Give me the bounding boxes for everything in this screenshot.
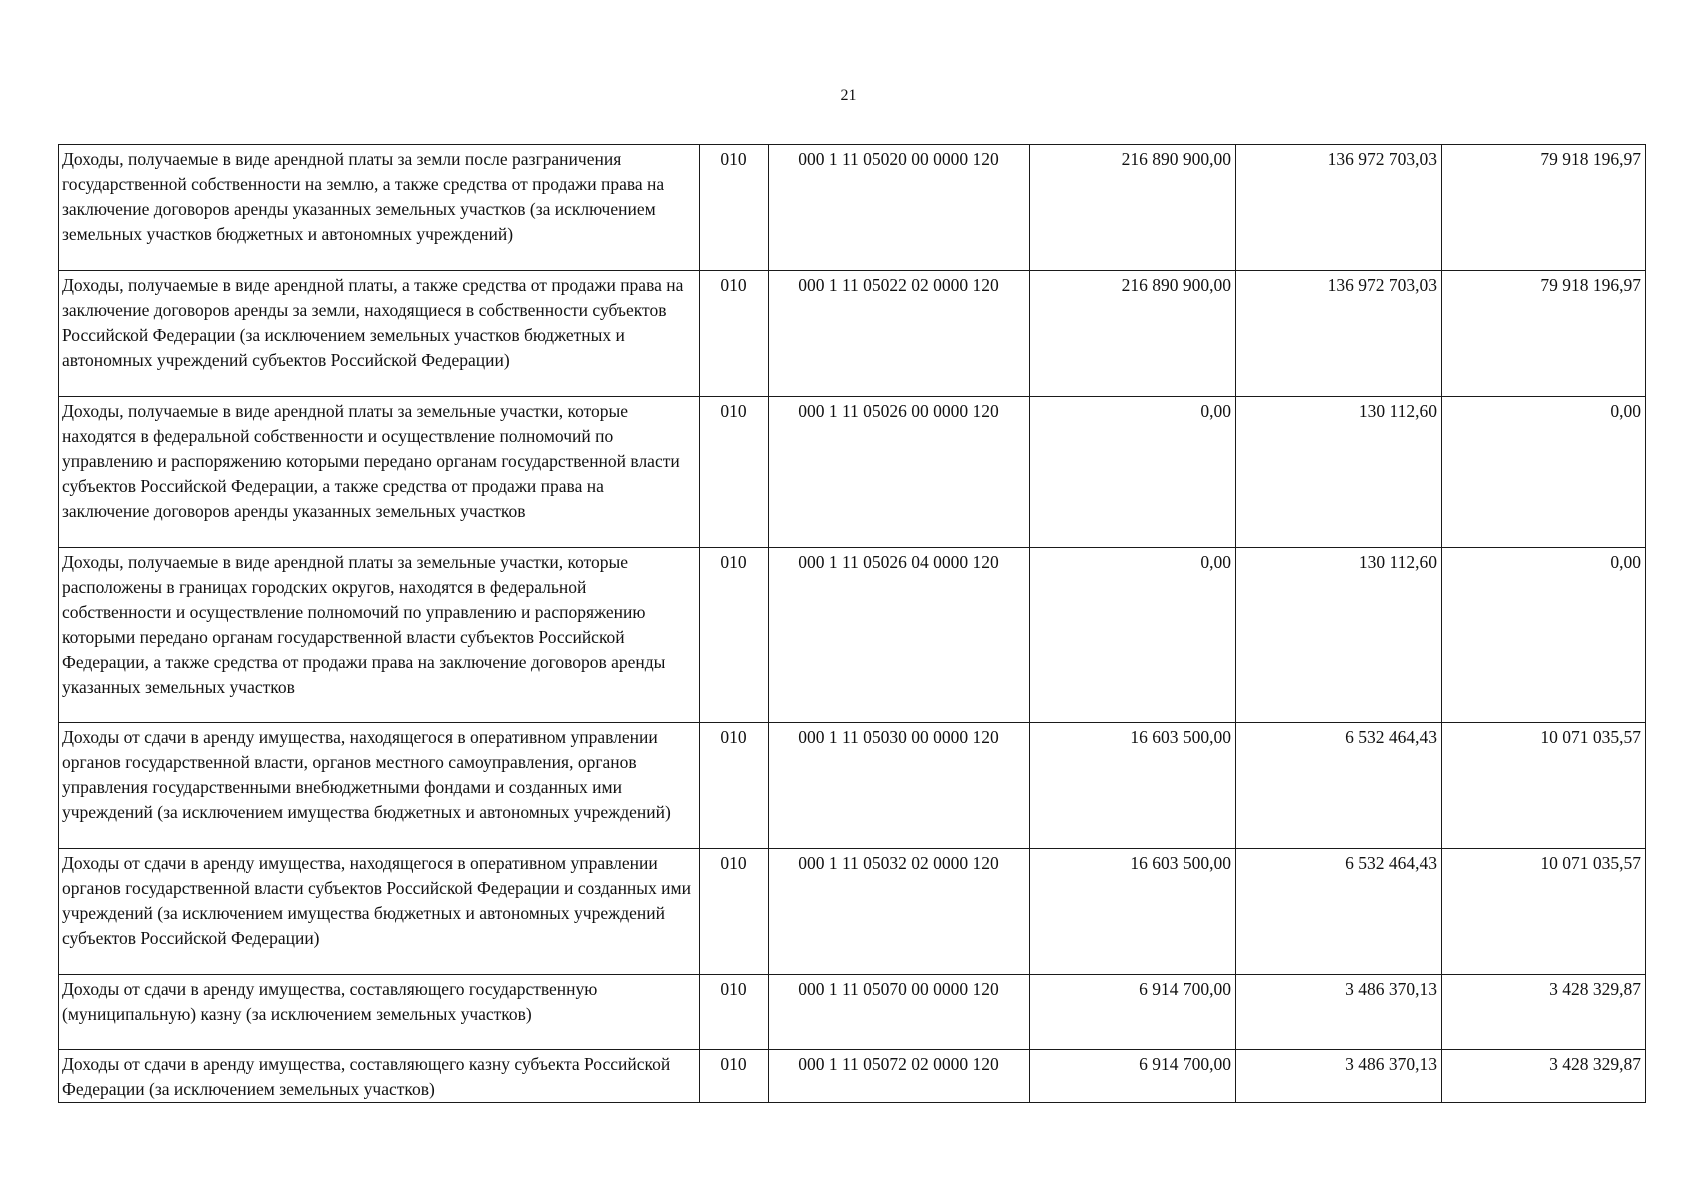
budget-code-cell: 000 1 11 05070 00 0000 120 bbox=[769, 975, 1030, 1050]
budget-code-cell: 000 1 11 05026 04 0000 120 bbox=[769, 548, 1030, 723]
executed-amount-cell: 6 532 464,43 bbox=[1236, 723, 1442, 849]
approved-amount-cell: 0,00 bbox=[1030, 397, 1236, 548]
line-code-cell: 010 bbox=[700, 1050, 769, 1103]
line-code-cell: 010 bbox=[700, 397, 769, 548]
table-row bbox=[59, 849, 1646, 975]
line-code-cell: 010 bbox=[700, 145, 769, 271]
income-name-cell: Доходы от сдачи в аренду имущества, составляющего казну субъекта Российской Федерации (за исключением земельных участков) bbox=[59, 1050, 700, 1103]
table-row bbox=[59, 548, 1646, 723]
unexecuted-amount-cell: 10 071 035,57 bbox=[1442, 723, 1646, 849]
income-name-cell: Доходы, получаемые в виде арендной платы за земельные участки, которые находятся в федеральной собственности и осуществление полномочий по управлению и распоряжению которыми передано органам государственной власти субъектов Российской Федерации, а также средства от продажи права на заключение договоров аренды указанных земельных участков bbox=[59, 397, 700, 548]
line-code-cell: 010 bbox=[700, 548, 769, 723]
executed-amount-cell: 3 486 370,13 bbox=[1236, 1050, 1442, 1103]
approved-amount-cell: 6 914 700,00 bbox=[1030, 1050, 1236, 1103]
unexecuted-amount-cell: 3 428 329,87 bbox=[1442, 1050, 1646, 1103]
income-name-cell: Доходы от сдачи в аренду имущества, находящегося в оперативном управлении органов государственной власти, органов местного самоуправления, органов управления государственными внебюджетными фондами и созданных ими учреждений (за исключением имущества бюджетных и автономных учреждений) bbox=[59, 723, 700, 849]
executed-amount-cell: 130 112,60 bbox=[1236, 397, 1442, 548]
budget-code-cell: 000 1 11 05020 00 0000 120 bbox=[769, 145, 1030, 271]
executed-amount-cell: 130 112,60 bbox=[1236, 548, 1442, 723]
income-name-cell: Доходы, получаемые в виде арендной платы, а также средства от продажи права на заключение договоров аренды за земли, находящиеся в собственности субъектов Российской Федерации (за исключением земельных участков бюджетных и автономных учреждений субъектов Российской Федерации) bbox=[59, 271, 700, 397]
executed-amount-cell: 3 486 370,13 bbox=[1236, 975, 1442, 1050]
page-number: 21 bbox=[840, 87, 857, 104]
line-code-cell: 010 bbox=[700, 723, 769, 849]
table-row bbox=[59, 145, 1646, 271]
budget-code-cell: 000 1 11 05022 02 0000 120 bbox=[769, 271, 1030, 397]
approved-amount-cell: 0,00 bbox=[1030, 548, 1236, 723]
approved-amount-cell: 16 603 500,00 bbox=[1030, 723, 1236, 849]
line-code-cell: 010 bbox=[700, 271, 769, 397]
table-row bbox=[59, 1050, 1646, 1103]
budget-code-cell: 000 1 11 05032 02 0000 120 bbox=[769, 849, 1030, 975]
income-name-cell: Доходы, получаемые в виде арендной платы за земли после разграничения государственной собственности на землю, а также средства от продажи права на заключение договоров аренды указанных земельных участков (за исключением земельных участков бюджетных и автономных учреждений) bbox=[59, 145, 700, 271]
unexecuted-amount-cell: 0,00 bbox=[1442, 397, 1646, 548]
executed-amount-cell: 136 972 703,03 bbox=[1236, 271, 1442, 397]
unexecuted-amount-cell: 0,00 bbox=[1442, 548, 1646, 723]
approved-amount-cell: 216 890 900,00 bbox=[1030, 271, 1236, 397]
budget-code-cell: 000 1 11 05030 00 0000 120 bbox=[769, 723, 1030, 849]
unexecuted-amount-cell: 79 918 196,97 bbox=[1442, 145, 1646, 271]
table-row bbox=[59, 271, 1646, 397]
executed-amount-cell: 6 532 464,43 bbox=[1236, 849, 1442, 975]
income-name-cell: Доходы от сдачи в аренду имущества, составляющего государственную (муниципальную) казну (за исключением земельных участков) bbox=[59, 975, 700, 1050]
approved-amount-cell: 6 914 700,00 bbox=[1030, 975, 1236, 1050]
unexecuted-amount-cell: 79 918 196,97 bbox=[1442, 271, 1646, 397]
revenue-table bbox=[58, 144, 1646, 1103]
income-name-cell: Доходы, получаемые в виде арендной платы за земельные участки, которые расположены в границах городских округов, находятся в федеральной собственности и осуществление полномочий по управлению и распоряжению которыми передано органам государственной власти субъектов Российской Федерации, а также средства от продажи права на заключение договоров аренды указанных земельных участков bbox=[59, 548, 700, 723]
table-row bbox=[59, 723, 1646, 849]
table-row bbox=[59, 397, 1646, 548]
budget-code-cell: 000 1 11 05072 02 0000 120 bbox=[769, 1050, 1030, 1103]
budget-code-cell: 000 1 11 05026 00 0000 120 bbox=[769, 397, 1030, 548]
line-code-cell: 010 bbox=[700, 975, 769, 1050]
table-row bbox=[59, 975, 1646, 1050]
income-name-cell: Доходы от сдачи в аренду имущества, находящегося в оперативном управлении органов государственной власти субъектов Российской Федерации и созданных ими учреждений (за исключением имущества бюджетных и автономных учреждений субъектов Российской Федерации) bbox=[59, 849, 700, 975]
approved-amount-cell: 216 890 900,00 bbox=[1030, 145, 1236, 271]
executed-amount-cell: 136 972 703,03 bbox=[1236, 145, 1442, 271]
unexecuted-amount-cell: 10 071 035,57 bbox=[1442, 849, 1646, 975]
unexecuted-amount-cell: 3 428 329,87 bbox=[1442, 975, 1646, 1050]
line-code-cell: 010 bbox=[700, 849, 769, 975]
approved-amount-cell: 16 603 500,00 bbox=[1030, 849, 1236, 975]
